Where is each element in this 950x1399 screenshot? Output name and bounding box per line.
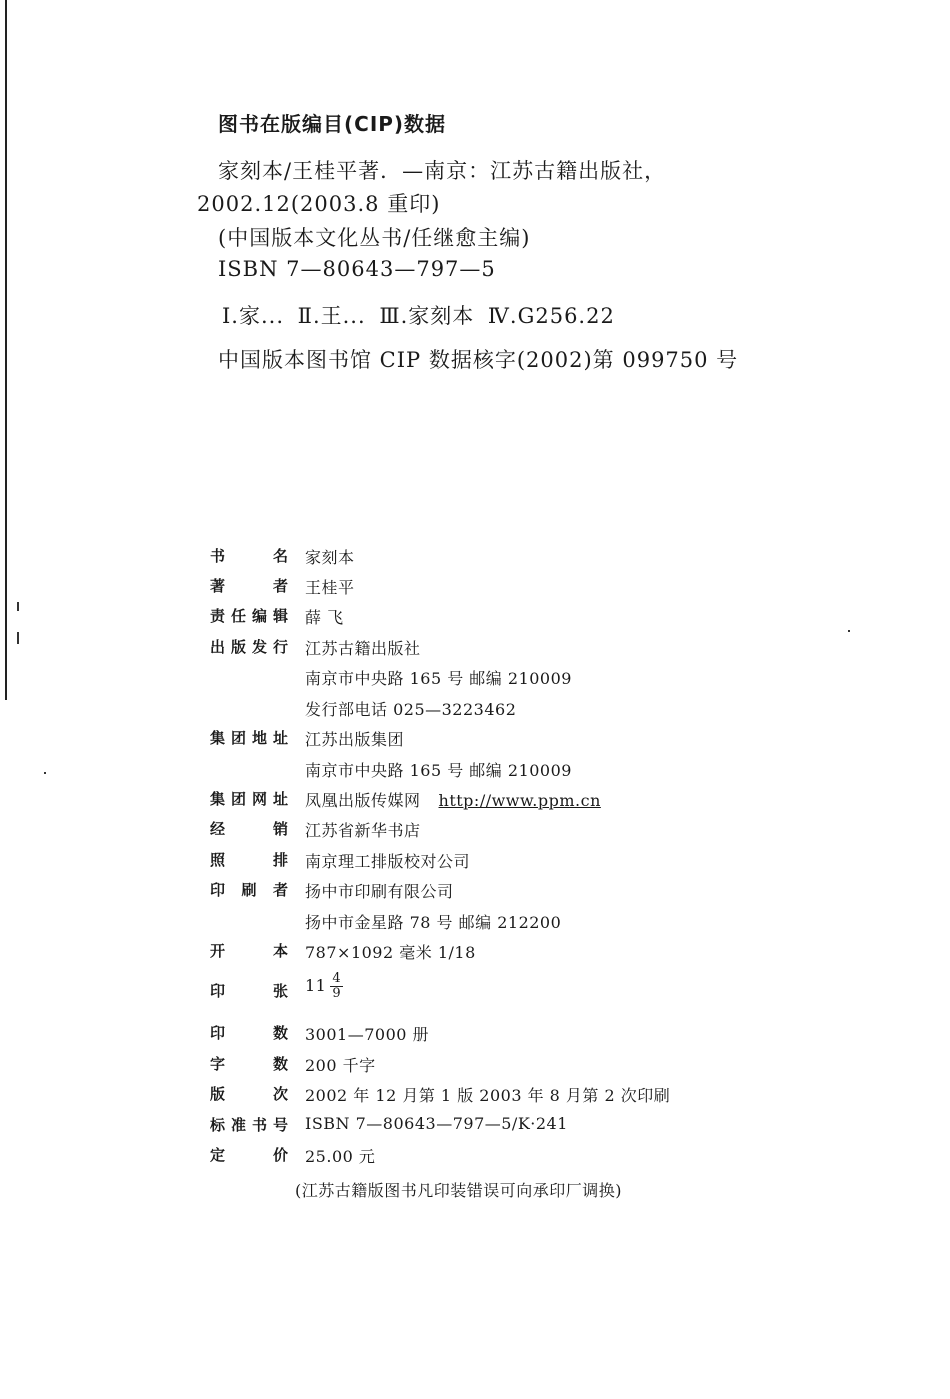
row-edition [0, 1083, 950, 1113]
isbn-value: ISBN 7—80643—797—5/K·241 [305, 1114, 568, 1133]
isbn-label: 标准书号 [210, 1116, 288, 1134]
sheets-denominator: 9 [332, 986, 342, 1001]
format-label: 开本 [210, 942, 288, 960]
row-format [0, 940, 950, 970]
sheets-value [305, 972, 343, 1001]
cip-title: 图书在版编目(CIP)数据 [218, 112, 447, 136]
publisher-label: 出版发行 [210, 638, 288, 656]
words-value: 200 千字 [305, 1056, 376, 1075]
row-publisher [0, 636, 950, 666]
group-website-label: 集团网址 [210, 790, 288, 808]
sheets-numerator: 4 [332, 971, 342, 986]
cip-line-subjects: Ⅰ.家... Ⅱ.王... Ⅲ.家刻本 Ⅳ.G256.22 [222, 304, 615, 328]
cip-line-series: (中国版本文化丛书/任继愈主编) [218, 226, 531, 250]
group-address: 南京市中央路 165 号 邮编 210009 [305, 761, 572, 780]
publisher-value: 江苏古籍出版社 [305, 639, 421, 658]
group-website-value [305, 788, 601, 811]
quality-note: (江苏古籍版图书凡印装错误可向承印厂调换) [295, 1181, 622, 1200]
words-label: 字数 [210, 1055, 288, 1073]
cip-line-isbn: ISBN 7—80643—797—5 [218, 257, 496, 281]
group-address-label: 集团地址 [210, 729, 288, 747]
price-value: 25.00 元 [305, 1147, 376, 1166]
author-label: 著者 [210, 577, 288, 595]
row-group-website [0, 788, 950, 818]
row-editor [0, 605, 950, 635]
sheets-whole: 11 [305, 976, 327, 995]
distributor-value: 江苏省新华书店 [305, 821, 421, 840]
cip-line-date: 2002.12(2003.8 重印) [197, 192, 441, 216]
row-copies [0, 1022, 950, 1052]
book-name-label: 书名 [210, 547, 288, 565]
editor-value: 薛 飞 [305, 608, 344, 627]
edition-label: 版次 [210, 1085, 288, 1103]
publisher-address: 南京市中央路 165 号 邮编 210009 [305, 669, 572, 688]
typesetting-label: 照排 [210, 851, 288, 869]
row-author [0, 575, 950, 605]
format-value: 787×1092 毫米 1/18 [305, 943, 476, 962]
row-publisher-address [0, 666, 950, 696]
cip-line-title-author: 家刻本/王桂平著．—南京：江苏古籍出版社， [218, 159, 667, 183]
row-distributor [0, 818, 950, 848]
sheets-label: 印张 [210, 982, 288, 1000]
book-name-value: 家刻本 [305, 548, 355, 567]
row-group-address [0, 727, 950, 757]
row-book-name [0, 545, 950, 575]
copies-label: 印数 [210, 1024, 288, 1042]
publisher-phone: 发行部电话 025—3223462 [305, 700, 517, 719]
printer-address: 扬中市金星路 78 号 邮编 212200 [305, 913, 562, 932]
cip-line-verification: 中国版本图书馆 CIP 数据核字(2002)第 099750 号 [218, 348, 739, 372]
row-isbn [0, 1114, 950, 1144]
price-label: 定价 [210, 1146, 288, 1164]
edition-value: 2002 年 12 月第 1 版 2003 年 8 月第 2 次印刷 [305, 1086, 671, 1105]
distributor-label: 经销 [210, 820, 288, 838]
printer-label: 印刷者 [210, 881, 288, 899]
sheets-fraction [330, 972, 343, 1001]
typesetting-value: 南京理工排版校对公司 [305, 852, 471, 871]
editor-label: 责任编辑 [210, 607, 288, 625]
row-group-address-detail [0, 758, 950, 788]
row-printer [0, 879, 950, 909]
row-printer-address [0, 910, 950, 940]
printer-value: 扬中市印刷有限公司 [305, 882, 454, 901]
group-website-name: 凤凰出版传媒网 [305, 791, 421, 810]
copies-value: 3001—7000 册 [305, 1025, 430, 1044]
row-price [0, 1144, 950, 1174]
author-value: 王桂平 [305, 578, 355, 597]
row-publisher-phone [0, 697, 950, 727]
row-typesetting [0, 849, 950, 879]
group-name: 江苏出版集团 [305, 730, 405, 749]
group-website-url[interactable]: http://www.ppm.cn [438, 791, 601, 810]
row-words [0, 1053, 950, 1083]
row-sheets [0, 971, 950, 1010]
